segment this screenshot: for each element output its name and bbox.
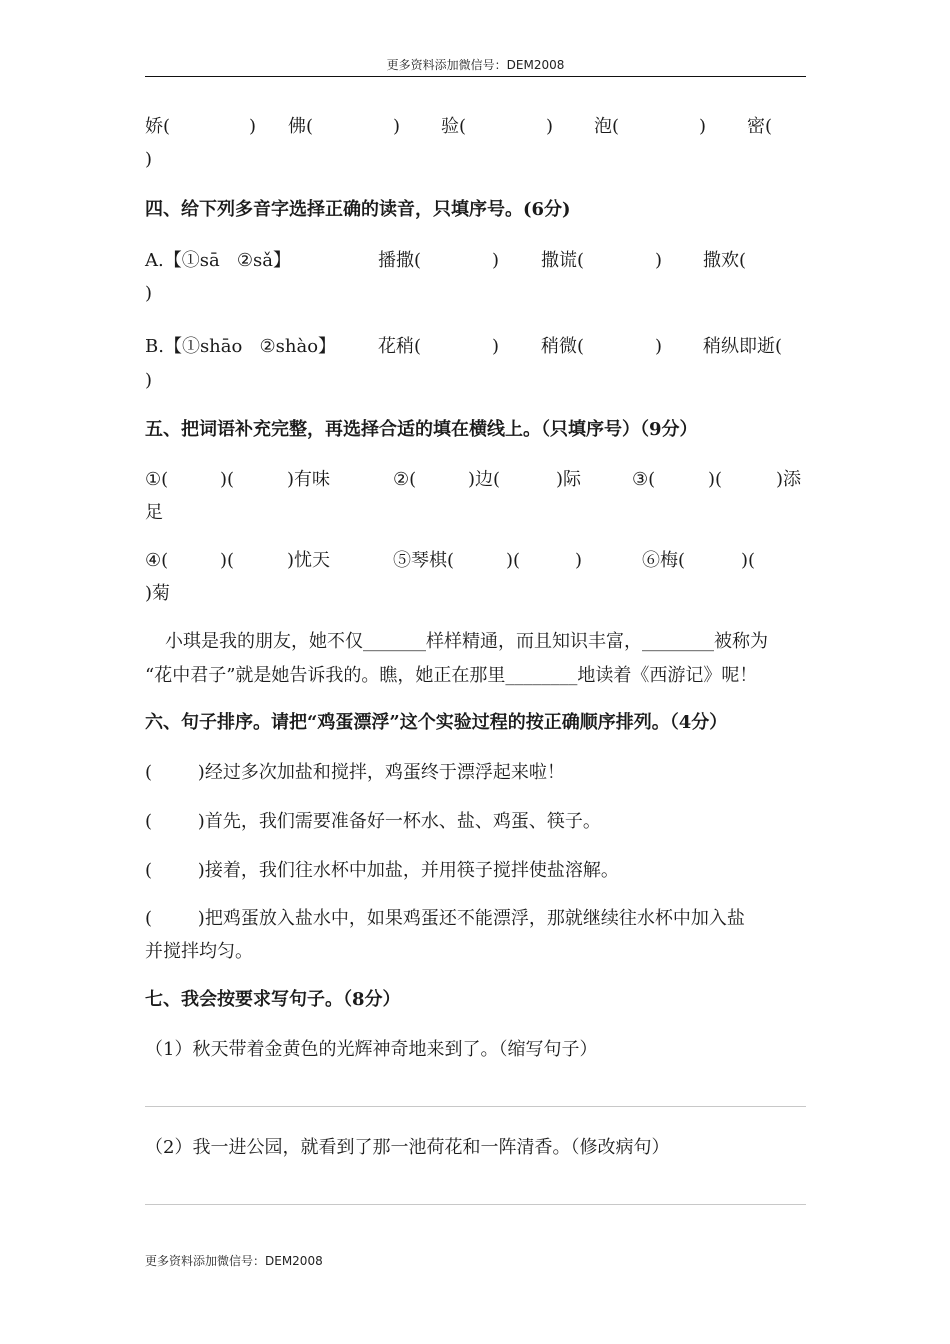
idiom-part: )际	[556, 469, 582, 490]
section-5-title: 五、把词语补充完整，再选择合适的填在横线上。（只填序号）（9分）	[145, 419, 698, 440]
word-item: 播撒(	[378, 250, 422, 271]
char-item: )	[393, 116, 401, 137]
order-item: ( )接着，我们往水杯中加盐，并用筷子搅拌使盐溶解。	[145, 860, 619, 881]
char-item: 密(	[747, 116, 773, 137]
word-item: )	[655, 336, 663, 357]
char-item: 娇(	[145, 116, 171, 137]
char-item: 验(	[441, 116, 467, 137]
idiom-part: )	[575, 550, 583, 571]
answer-line-1	[145, 1106, 806, 1107]
idiom-part: ④(	[145, 550, 169, 571]
idiom-part: )(	[220, 469, 235, 490]
idiom-part: ②(	[393, 469, 417, 490]
word-item-wrap: )	[145, 370, 153, 391]
order-item: ( )经过多次加盐和搅拌，鸡蛋终于漂浮起来啦！	[145, 762, 565, 783]
page-footer: 更多资料添加微信号：DEM2008	[145, 1254, 323, 1268]
char-item: )	[699, 116, 707, 137]
question-1: （1）秋天带着金黄色的光辉神奇地来到了。（缩写句子）	[145, 1039, 598, 1060]
idiom-part: )(	[741, 550, 756, 571]
word-item: 撒欢(	[703, 250, 747, 271]
word-item: )	[655, 250, 663, 271]
fill-paragraph-line-1: 小琪是我的朋友，她不仅_______样样精通，而且知识丰富，________被称为	[165, 631, 768, 652]
word-item: 稍纵即逝(	[703, 336, 783, 357]
order-item: ( )首先，我们需要准备好一杯水、盐、鸡蛋、筷子。	[145, 811, 601, 832]
idiom-part: ⑤琴棋(	[393, 550, 455, 571]
pinyin-options-a: A.【①sā ②sǎ】	[145, 250, 291, 271]
order-item: ( )把鸡蛋放入盐水中，如果鸡蛋还不能漂浮，那就继续往水杯中加入盐	[145, 908, 745, 929]
header-divider	[145, 76, 806, 77]
char-item-wrap: )	[145, 149, 153, 170]
pinyin-options-b: B.【①shāo ②shào】	[145, 336, 337, 357]
idiom-part: )添	[776, 469, 802, 490]
idiom-part: )(	[506, 550, 521, 571]
word-item: 花稍(	[378, 336, 422, 357]
idiom-part-wrap: )菊	[145, 583, 171, 604]
fill-paragraph-line-2: “花中君子”就是她告诉我的。瞧，她正在那里________地读着《西游记》呢！	[145, 665, 758, 686]
idiom-part: )(	[708, 469, 723, 490]
idiom-part: ⑥梅(	[642, 550, 686, 571]
section-4-title: 四、给下列多音字选择正确的读音，只填序号。(6分)	[145, 199, 571, 220]
answer-line-2	[145, 1204, 806, 1205]
idiom-part-wrap: 足	[145, 502, 163, 523]
order-item-wrap: 并搅拌均匀。	[145, 941, 253, 962]
section-7-title: 七、我会按要求写句子。（8分）	[145, 989, 401, 1010]
idiom-part: )边(	[468, 469, 501, 490]
section-6-title: 六、句子排序。请把“鸡蛋漂浮”这个实验过程的按正确顺序排列。（4分）	[145, 712, 728, 733]
word-item: 稍微(	[541, 336, 585, 357]
idiom-part: )(	[220, 550, 235, 571]
idiom-part: ①(	[145, 469, 169, 490]
idiom-part: )有味	[287, 469, 331, 490]
char-item: )	[546, 116, 554, 137]
word-item: 撒谎(	[541, 250, 585, 271]
char-item: 佛(	[288, 116, 314, 137]
page-header: 更多资料添加微信号：DEM2008	[386, 58, 565, 72]
word-item: )	[492, 336, 500, 357]
idiom-part: )忧天	[287, 550, 331, 571]
word-item-wrap: )	[145, 283, 153, 304]
word-item: )	[492, 250, 500, 271]
char-item: )	[249, 116, 257, 137]
idiom-part: ③(	[632, 469, 656, 490]
question-2: （2）我一进公园，就看到了那一池荷花和一阵清香。（修改病句）	[145, 1137, 670, 1158]
char-item: 泡(	[594, 116, 620, 137]
